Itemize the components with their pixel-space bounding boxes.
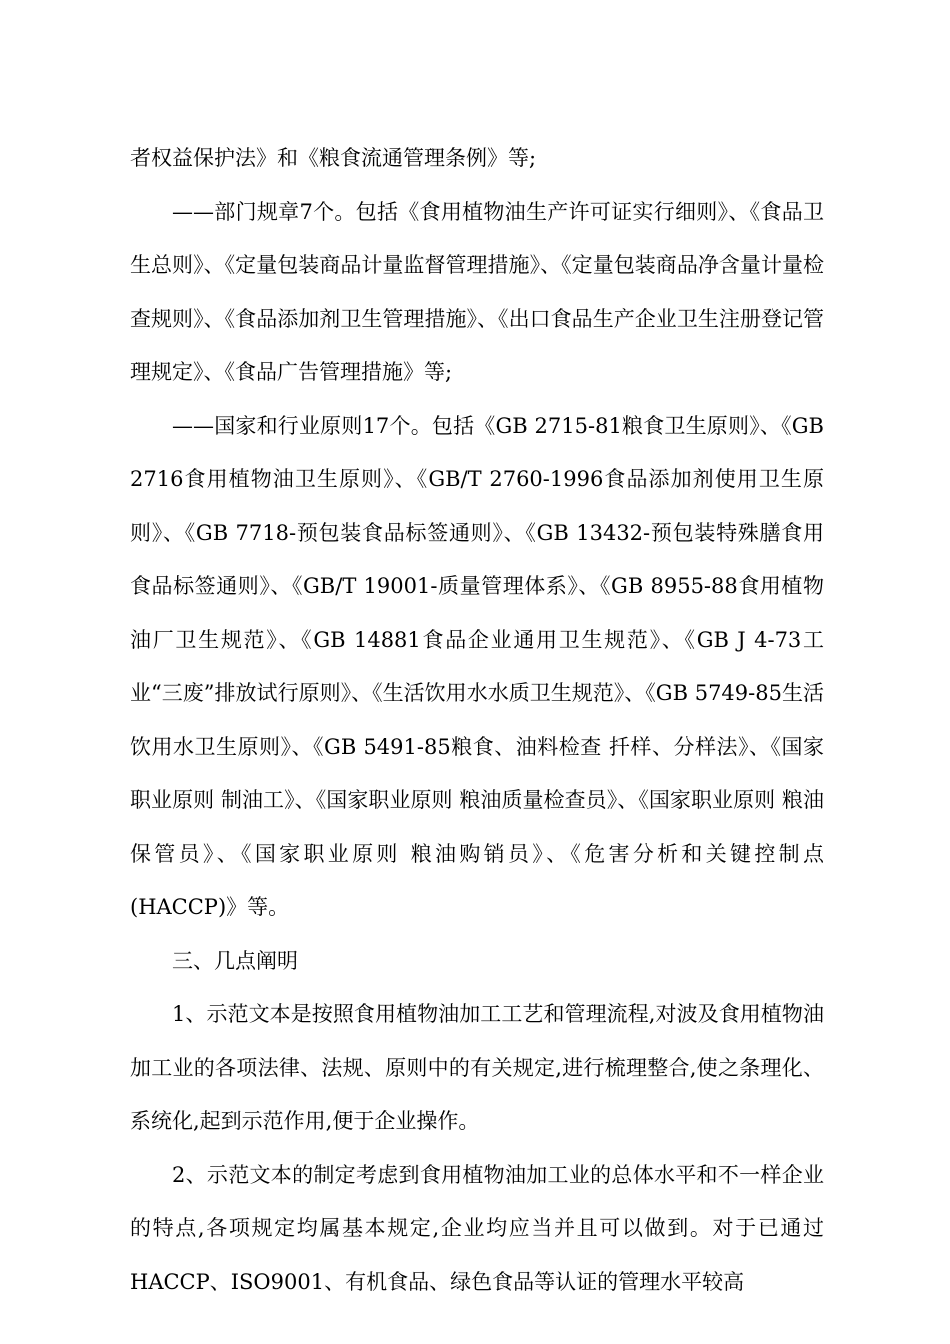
paragraph-department-rules: ——部门规章7个。包括《食用植物油生产许可证实行细则》、《食品卫生总则》、《定量包装商品计量监督管理措施》、《定量包装商品净含量计量检查规则》、《食品添加剂卫生管理措施》、《出口食品生产企业卫生注册登记管理规定》、《食品广告管理措施》等; — [130, 199, 824, 384]
paragraph-law-continuation: 者权益保护法》和《粮食流通管理条例》等; — [130, 146, 537, 170]
document-body — [130, 132, 824, 1309]
paragraph-explanation-1: 1、示范文本是按照食用植物油加工工艺和管理流程,对波及食用植物油加工业的各项法律、法规、原则中的有关规定,进行梳理整合,使之条理化、系统化,起到示范作用,便于企业操作。 — [130, 1002, 824, 1133]
section-heading-explanations: 三、几点阐明 — [172, 948, 298, 973]
paragraph-explanation-2: 2、示范文本的制定考虑到食用植物油加工业的总体水平和不一样企业的特点,各项规定均属基本规定,企业均应当并且可以做到。对于已通过HACCP、ISO9001、有机食品、绿色食品等认证的管理水平较高 — [130, 1162, 824, 1294]
paragraph-national-standards: ——国家和行业原则17个。包括《GB 2715-81粮食卫生原则》、《GB 2716食用植物油卫生原则》、《GB/T 2760-1996食品添加剂使用卫生原则》、《GB 7718-预包装食品标签通则》、《GB 13432-预包装特殊膳食用食品标签通则》、《GB/T 19001-质量管理体系》、《GB 8955-88食用植物油厂卫生规范》、《GB 14881食品企业通用卫生规范》、《GB J 4-73工业“三废”排放试行原则》、《生活饮用水水质卫生规范》、《GB 5749-85生活饮用水卫生原则》、《GB 5491-85粮食、油料检查 扦样、分样法》、《国家职业原则 制油工》、《国家职业原则 粮油质量检查员》、《国家职业原则 粮油保管员》、《国家职业原则 粮油购销员》、《危害分析和关键控制点(HACCP)》等。 — [130, 413, 824, 919]
